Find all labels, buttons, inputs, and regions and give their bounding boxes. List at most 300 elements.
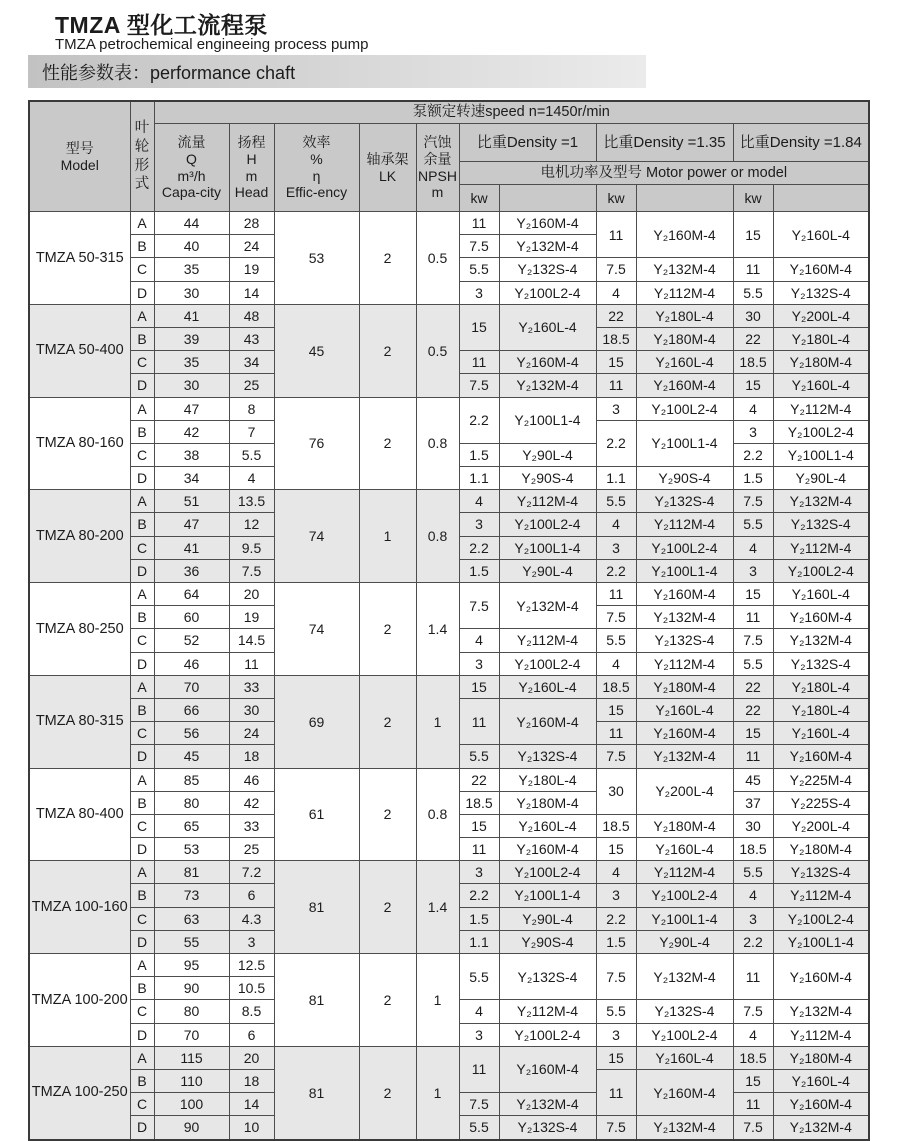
motor-kw-cell: 1.5: [459, 907, 499, 930]
motor-kw-cell: 22: [596, 304, 636, 327]
capacity-cell: 44: [154, 212, 229, 235]
motor-kw-cell: 2.2: [596, 420, 636, 466]
motor-model-cell: Y₂160L-4: [773, 722, 869, 745]
efficiency-cell: 45: [274, 304, 359, 397]
efficiency-cell: 81: [274, 954, 359, 1047]
motor-model-cell: Y₂160M-4: [773, 1093, 869, 1116]
impeller-cell: B: [130, 698, 154, 721]
motor-model-cell: Y₂100L1-4: [773, 443, 869, 466]
motor-model-cell: Y₂132M-4: [773, 490, 869, 513]
motor-model-cell: Y₂132M-4: [773, 1116, 869, 1140]
motor-model-cell: Y₂160L-4: [499, 304, 596, 350]
npsh-cell: 0.8: [416, 397, 459, 490]
capacity-cell: 38: [154, 443, 229, 466]
motor-kw-cell: 7.5: [459, 1093, 499, 1116]
motor-model-cell: Y₂180M-4: [773, 1046, 869, 1069]
motor-model-cell: Y₂100L2-4: [499, 1023, 596, 1046]
motor-model-cell: Y₂112M-4: [773, 536, 869, 559]
motor-model-cell: Y₂100L2-4: [499, 281, 596, 304]
motor-model-cell: Y₂180M-4: [636, 327, 733, 350]
motor-kw-cell: 4: [733, 397, 773, 420]
motor-kw-cell: 22: [459, 768, 499, 791]
efficiency-cell: 74: [274, 583, 359, 676]
motor-model-cell: Y₂160L-4: [773, 212, 869, 258]
motor-kw-cell: 3: [733, 420, 773, 443]
impeller-cell: D: [130, 467, 154, 490]
head-cell: 34: [229, 351, 274, 374]
motor-model-cell: Y₂180M-4: [636, 814, 733, 837]
motor-kw-cell: 11: [596, 583, 636, 606]
model-name-cell: TMZA 100-160: [29, 861, 130, 954]
capacity-cell: 90: [154, 977, 229, 1000]
motor-model-cell: Y₂160L-4: [499, 814, 596, 837]
model-name-cell: TMZA 80-315: [29, 675, 130, 768]
motor-model-cell: Y₂160L-4: [636, 838, 733, 861]
impeller-cell: D: [130, 1023, 154, 1046]
motor-kw-cell: 15: [596, 351, 636, 374]
motor-kw-cell: 4: [596, 281, 636, 304]
motor-kw-cell: 4: [733, 536, 773, 559]
motor-model-cell: Y₂100L1-4: [636, 907, 733, 930]
impeller-cell: B: [130, 791, 154, 814]
motor-kw-cell: 7.5: [459, 583, 499, 629]
model-name-cell: TMZA 50-400: [29, 304, 130, 397]
motor-model-cell: Y₂160M-4: [499, 838, 596, 861]
page-subtitle: TMZA petrochemical engineeing process pump: [55, 36, 369, 53]
head-cell: 10.5: [229, 977, 274, 1000]
efficiency-cell: 69: [274, 675, 359, 768]
impeller-cell: B: [130, 884, 154, 907]
model-name-cell: TMZA 80-200: [29, 490, 130, 583]
section-title-bar: [28, 55, 646, 88]
capacity-cell: 36: [154, 559, 229, 582]
motor-kw-cell: 5.5: [459, 1116, 499, 1140]
motor-kw-cell: 15: [596, 838, 636, 861]
motor-model-cell: Y₂112M-4: [773, 1023, 869, 1046]
head-cell: 20: [229, 583, 274, 606]
head-cell: 25: [229, 838, 274, 861]
motor-kw-cell: 4: [733, 1023, 773, 1046]
motor-model-cell: Y₂112M-4: [636, 861, 733, 884]
motor-model-cell: Y₂180L-4: [773, 675, 869, 698]
motor-model-cell: Y₂132M-4: [636, 745, 733, 768]
motor-model-cell: Y₂132S-4: [499, 258, 596, 281]
motor-kw-cell: 7.5: [596, 258, 636, 281]
motor-kw-cell: 7.5: [733, 1116, 773, 1140]
head-cell: 14: [229, 1093, 274, 1116]
capacity-cell: 80: [154, 791, 229, 814]
motor-model-cell: Y₂132M-4: [636, 258, 733, 281]
motor-kw-cell: 30: [596, 768, 636, 814]
efficiency-cell: 53: [274, 212, 359, 305]
head-cell: 46: [229, 768, 274, 791]
npsh-cell: 0.5: [416, 304, 459, 397]
capacity-cell: 100: [154, 1093, 229, 1116]
motor-kw-cell: 5.5: [596, 1000, 636, 1023]
impeller-cell: C: [130, 814, 154, 837]
capacity-cell: 51: [154, 490, 229, 513]
motor-kw-cell: 5.5: [596, 629, 636, 652]
motor-model-cell: Y₂132S-4: [499, 745, 596, 768]
motor-kw-cell: 7.5: [733, 490, 773, 513]
motor-model-cell: Y₂90S-4: [499, 930, 596, 953]
motor-kw-cell: 3: [459, 652, 499, 675]
bearing-cell: 2: [359, 768, 416, 861]
head-cell: 8: [229, 397, 274, 420]
impeller-cell: B: [130, 420, 154, 443]
capacity-cell: 81: [154, 861, 229, 884]
motor-kw-cell: 5.5: [733, 652, 773, 675]
table-row: [29, 397, 869, 420]
impeller-cell: B: [130, 327, 154, 350]
npsh-cell: 1: [416, 1046, 459, 1139]
impeller-cell: A: [130, 675, 154, 698]
capacity-cell: 70: [154, 1023, 229, 1046]
impeller-cell: D: [130, 745, 154, 768]
motor-kw-cell: 18.5: [733, 351, 773, 374]
motor-model-cell: Y₂132S-4: [773, 513, 869, 536]
impeller-cell: A: [130, 1046, 154, 1069]
motor-kw-cell: 11: [733, 745, 773, 768]
kw-header: kw: [459, 185, 499, 212]
head-cell: 25: [229, 374, 274, 397]
table-body: [29, 212, 869, 1140]
head-cell: 33: [229, 814, 274, 837]
motor-model-cell: Y₂100L2-4: [636, 884, 733, 907]
col-header-bearing: 轴承架 LK: [359, 124, 416, 212]
head-cell: 7.2: [229, 861, 274, 884]
impeller-cell: C: [130, 722, 154, 745]
head-cell: 30: [229, 698, 274, 721]
motor-power-header: 电机功率及型号 Motor power or model: [459, 162, 869, 185]
motor-kw-cell: 11: [733, 1093, 773, 1116]
motor-kw-cell: 7.5: [733, 1000, 773, 1023]
motor-model-cell: Y₂132S-4: [499, 954, 596, 1000]
npsh-cell: 1: [416, 954, 459, 1047]
table-row: [29, 768, 869, 791]
motor-model-cell: Y₂100L2-4: [773, 559, 869, 582]
motor-kw-cell: 11: [596, 1069, 636, 1115]
motor-model-cell: Y₂100L2-4: [636, 397, 733, 420]
impeller-cell: B: [130, 606, 154, 629]
motor-model-cell: Y₂112M-4: [636, 513, 733, 536]
motor-model-cell: Y₂132S-4: [773, 281, 869, 304]
head-cell: 9.5: [229, 536, 274, 559]
capacity-cell: 30: [154, 374, 229, 397]
motor-kw-cell: 3: [596, 536, 636, 559]
head-cell: 10: [229, 1116, 274, 1140]
impeller-cell: D: [130, 652, 154, 675]
motor-kw-cell: 15: [596, 1046, 636, 1069]
capacity-cell: 53: [154, 838, 229, 861]
motor-model-cell: Y₂225S-4: [773, 791, 869, 814]
motor-model-cell: Y₂112M-4: [499, 1000, 596, 1023]
motor-kw-cell: 15: [733, 374, 773, 397]
motor-kw-cell: 30: [733, 304, 773, 327]
capacity-cell: 35: [154, 258, 229, 281]
motor-kw-cell: 1.5: [459, 559, 499, 582]
motor-kw-cell: 22: [733, 675, 773, 698]
motor-kw-cell: 4: [733, 884, 773, 907]
head-cell: 7: [229, 420, 274, 443]
motor-model-cell: Y₂112M-4: [499, 629, 596, 652]
impeller-cell: D: [130, 838, 154, 861]
col-header-model: [29, 101, 130, 212]
motor-kw-cell: 4: [596, 513, 636, 536]
motor-model-cell: Y₂132M-4: [499, 583, 596, 629]
capacity-cell: 52: [154, 629, 229, 652]
impeller-cell: D: [130, 374, 154, 397]
motor-model-cell: Y₂160M-4: [499, 351, 596, 374]
motor-kw-cell: 45: [733, 768, 773, 791]
motor-kw-cell: 3: [459, 1023, 499, 1046]
head-cell: 11: [229, 652, 274, 675]
capacity-cell: 40: [154, 235, 229, 258]
motor-kw-cell: 2.2: [459, 536, 499, 559]
motor-model-cell: Y₂90L-4: [773, 467, 869, 490]
head-cell: 20: [229, 1046, 274, 1069]
head-cell: 43: [229, 327, 274, 350]
motor-model-cell: Y₂160M-4: [773, 258, 869, 281]
motor-model-header-blank: [499, 185, 596, 212]
motor-kw-cell: 3: [459, 861, 499, 884]
npsh-cell: 0.8: [416, 768, 459, 861]
motor-model-cell: Y₂160M-4: [636, 1069, 733, 1115]
motor-kw-cell: 11: [459, 212, 499, 235]
motor-model-cell: Y₂132S-4: [773, 652, 869, 675]
impeller-cell: D: [130, 281, 154, 304]
speed-header: 泵额定转速speed n=1450r/min: [154, 101, 869, 124]
motor-kw-cell: 11: [733, 258, 773, 281]
table-row: [29, 675, 869, 698]
motor-kw-cell: 15: [459, 814, 499, 837]
motor-kw-cell: 15: [459, 675, 499, 698]
motor-model-cell: Y₂100L2-4: [636, 536, 733, 559]
motor-kw-cell: 18.5: [596, 675, 636, 698]
motor-model-cell: Y₂112M-4: [499, 490, 596, 513]
motor-kw-cell: 11: [459, 698, 499, 744]
capacity-cell: 110: [154, 1069, 229, 1092]
impeller-cell: C: [130, 1000, 154, 1023]
impeller-cell: D: [130, 930, 154, 953]
impeller-cell: C: [130, 258, 154, 281]
motor-model-cell: Y₂180L-4: [499, 768, 596, 791]
motor-kw-cell: 5.5: [733, 861, 773, 884]
capacity-cell: 47: [154, 513, 229, 536]
motor-model-cell: Y₂90S-4: [636, 467, 733, 490]
motor-model-cell: Y₂132M-4: [636, 606, 733, 629]
motor-kw-cell: 30: [733, 814, 773, 837]
motor-kw-cell: 3: [733, 559, 773, 582]
motor-model-cell: Y₂132M-4: [499, 374, 596, 397]
head-cell: 18: [229, 745, 274, 768]
model-name-cell: TMZA 80-400: [29, 768, 130, 861]
capacity-cell: 80: [154, 1000, 229, 1023]
motor-kw-cell: 2.2: [459, 884, 499, 907]
motor-kw-cell: 5.5: [733, 281, 773, 304]
motor-model-cell: Y₂200L-4: [636, 768, 733, 814]
motor-model-cell: Y₂160M-4: [499, 212, 596, 235]
motor-kw-cell: 15: [459, 304, 499, 350]
head-cell: 6: [229, 1023, 274, 1046]
head-cell: 4.3: [229, 907, 274, 930]
capacity-cell: 90: [154, 1116, 229, 1140]
motor-model-cell: Y₂160M-4: [636, 583, 733, 606]
motor-kw-cell: 4: [596, 652, 636, 675]
head-cell: 6: [229, 884, 274, 907]
npsh-cell: 1.4: [416, 583, 459, 676]
impeller-cell: B: [130, 977, 154, 1000]
impeller-cell: B: [130, 1069, 154, 1092]
motor-kw-cell: 4: [596, 861, 636, 884]
motor-kw-cell: 2.2: [596, 907, 636, 930]
motor-model-cell: Y₂90L-4: [499, 443, 596, 466]
model-name-cell: TMZA 50-315: [29, 212, 130, 305]
motor-kw-cell: 15: [733, 1069, 773, 1092]
motor-kw-cell: 2.2: [459, 397, 499, 443]
impeller-cell: B: [130, 235, 154, 258]
model-name-cell: TMZA 80-250: [29, 583, 130, 676]
head-cell: 12: [229, 513, 274, 536]
head-cell: 42: [229, 791, 274, 814]
impeller-cell: C: [130, 536, 154, 559]
motor-model-cell: Y₂132S-4: [636, 629, 733, 652]
impeller-cell: C: [130, 1093, 154, 1116]
motor-kw-cell: 15: [733, 722, 773, 745]
performance-table: [28, 100, 870, 1141]
impeller-cell: A: [130, 861, 154, 884]
motor-model-cell: Y₂180L-4: [773, 698, 869, 721]
col-header-head: 扬程 H m Head: [229, 124, 274, 212]
motor-model-cell: Y₂100L1-4: [773, 930, 869, 953]
head-cell: 19: [229, 258, 274, 281]
motor-model-cell: Y₂160L-4: [636, 1046, 733, 1069]
head-cell: 48: [229, 304, 274, 327]
impeller-cell: A: [130, 954, 154, 977]
motor-model-cell: Y₂132M-4: [636, 954, 733, 1000]
motor-model-cell: Y₂180M-4: [636, 675, 733, 698]
capacity-cell: 60: [154, 606, 229, 629]
motor-kw-cell: 11: [733, 954, 773, 1000]
motor-model-cell: Y₂100L2-4: [499, 652, 596, 675]
bearing-cell: 2: [359, 675, 416, 768]
motor-model-cell: Y₂132M-4: [499, 1093, 596, 1116]
head-cell: 14: [229, 281, 274, 304]
table-row: [29, 1046, 869, 1069]
model-name-cell: TMZA 100-250: [29, 1046, 130, 1139]
motor-kw-cell: 5.5: [596, 490, 636, 513]
motor-model-cell: Y₂180L-4: [773, 327, 869, 350]
capacity-cell: 66: [154, 698, 229, 721]
impeller-cell: D: [130, 1116, 154, 1140]
motor-kw-cell: 4: [459, 490, 499, 513]
motor-kw-cell: 22: [733, 327, 773, 350]
model-name-cell: TMZA 80-160: [29, 397, 130, 490]
motor-model-cell: Y₂112M-4: [636, 281, 733, 304]
impeller-cell: A: [130, 212, 154, 235]
motor-kw-cell: 7.5: [596, 1116, 636, 1140]
motor-kw-cell: 7.5: [596, 606, 636, 629]
motor-model-cell: Y₂180M-4: [773, 351, 869, 374]
motor-kw-cell: 2.2: [733, 443, 773, 466]
model-name-cell: TMZA 100-200: [29, 954, 130, 1047]
motor-kw-cell: 4: [459, 629, 499, 652]
table-row: [29, 304, 869, 327]
motor-model-cell: Y₂180M-4: [499, 791, 596, 814]
motor-kw-cell: 11: [733, 606, 773, 629]
motor-kw-cell: 3: [596, 1023, 636, 1046]
motor-kw-cell: 3: [733, 907, 773, 930]
motor-kw-cell: 2.2: [733, 930, 773, 953]
capacity-cell: 64: [154, 583, 229, 606]
capacity-cell: 70: [154, 675, 229, 698]
motor-kw-cell: 1.1: [459, 467, 499, 490]
head-cell: 24: [229, 722, 274, 745]
motor-model-cell: Y₂132S-4: [636, 1000, 733, 1023]
head-cell: 14.5: [229, 629, 274, 652]
motor-kw-cell: 7.5: [459, 374, 499, 397]
col-header-model-zh: 型号: [65, 139, 94, 156]
motor-kw-cell: 22: [733, 698, 773, 721]
capacity-cell: 47: [154, 397, 229, 420]
table-row: [29, 490, 869, 513]
motor-kw-cell: 18.5: [596, 327, 636, 350]
impeller-cell: A: [130, 397, 154, 420]
page-title: TMZA 型化工流程泵: [55, 12, 268, 38]
head-cell: 13.5: [229, 490, 274, 513]
motor-model-cell: Y₂160M-4: [773, 745, 869, 768]
motor-model-cell: Y₂132M-4: [636, 1116, 733, 1140]
bearing-cell: 2: [359, 861, 416, 954]
motor-model-cell: Y₂132M-4: [499, 235, 596, 258]
motor-kw-cell: 4: [459, 1000, 499, 1023]
motor-kw-cell: 3: [459, 281, 499, 304]
motor-kw-cell: 18.5: [733, 838, 773, 861]
motor-kw-cell: 15: [596, 698, 636, 721]
efficiency-cell: 76: [274, 397, 359, 490]
motor-kw-cell: 11: [459, 1046, 499, 1092]
motor-kw-cell: 7.5: [459, 235, 499, 258]
capacity-cell: 65: [154, 814, 229, 837]
motor-kw-cell: 18.5: [733, 1046, 773, 1069]
motor-kw-cell: 18.5: [459, 791, 499, 814]
head-cell: 33: [229, 675, 274, 698]
efficiency-cell: 61: [274, 768, 359, 861]
motor-model-cell: Y₂100L2-4: [773, 907, 869, 930]
bearing-cell: 2: [359, 583, 416, 676]
motor-model-cell: Y₂112M-4: [773, 397, 869, 420]
capacity-cell: 30: [154, 281, 229, 304]
motor-model-cell: Y₂160M-4: [773, 954, 869, 1000]
motor-kw-cell: 1.1: [596, 467, 636, 490]
capacity-cell: 73: [154, 884, 229, 907]
motor-model-cell: Y₂132M-4: [773, 1000, 869, 1023]
bearing-cell: 2: [359, 954, 416, 1047]
motor-kw-cell: 18.5: [596, 814, 636, 837]
col-header-capacity: 流量 Q m³/h Capa-city: [154, 124, 229, 212]
motor-model-cell: Y₂160M-4: [499, 1046, 596, 1092]
motor-model-cell: Y₂180L-4: [636, 304, 733, 327]
impeller-cell: A: [130, 490, 154, 513]
section-title: 性能参数表：performance chaft: [42, 62, 296, 83]
motor-model-cell: Y₂200L-4: [773, 814, 869, 837]
motor-kw-cell: 11: [459, 351, 499, 374]
impeller-cell: B: [130, 513, 154, 536]
motor-kw-cell: 11: [596, 722, 636, 745]
npsh-cell: 1: [416, 675, 459, 768]
table-row: [29, 861, 869, 884]
motor-kw-cell: 15: [733, 583, 773, 606]
